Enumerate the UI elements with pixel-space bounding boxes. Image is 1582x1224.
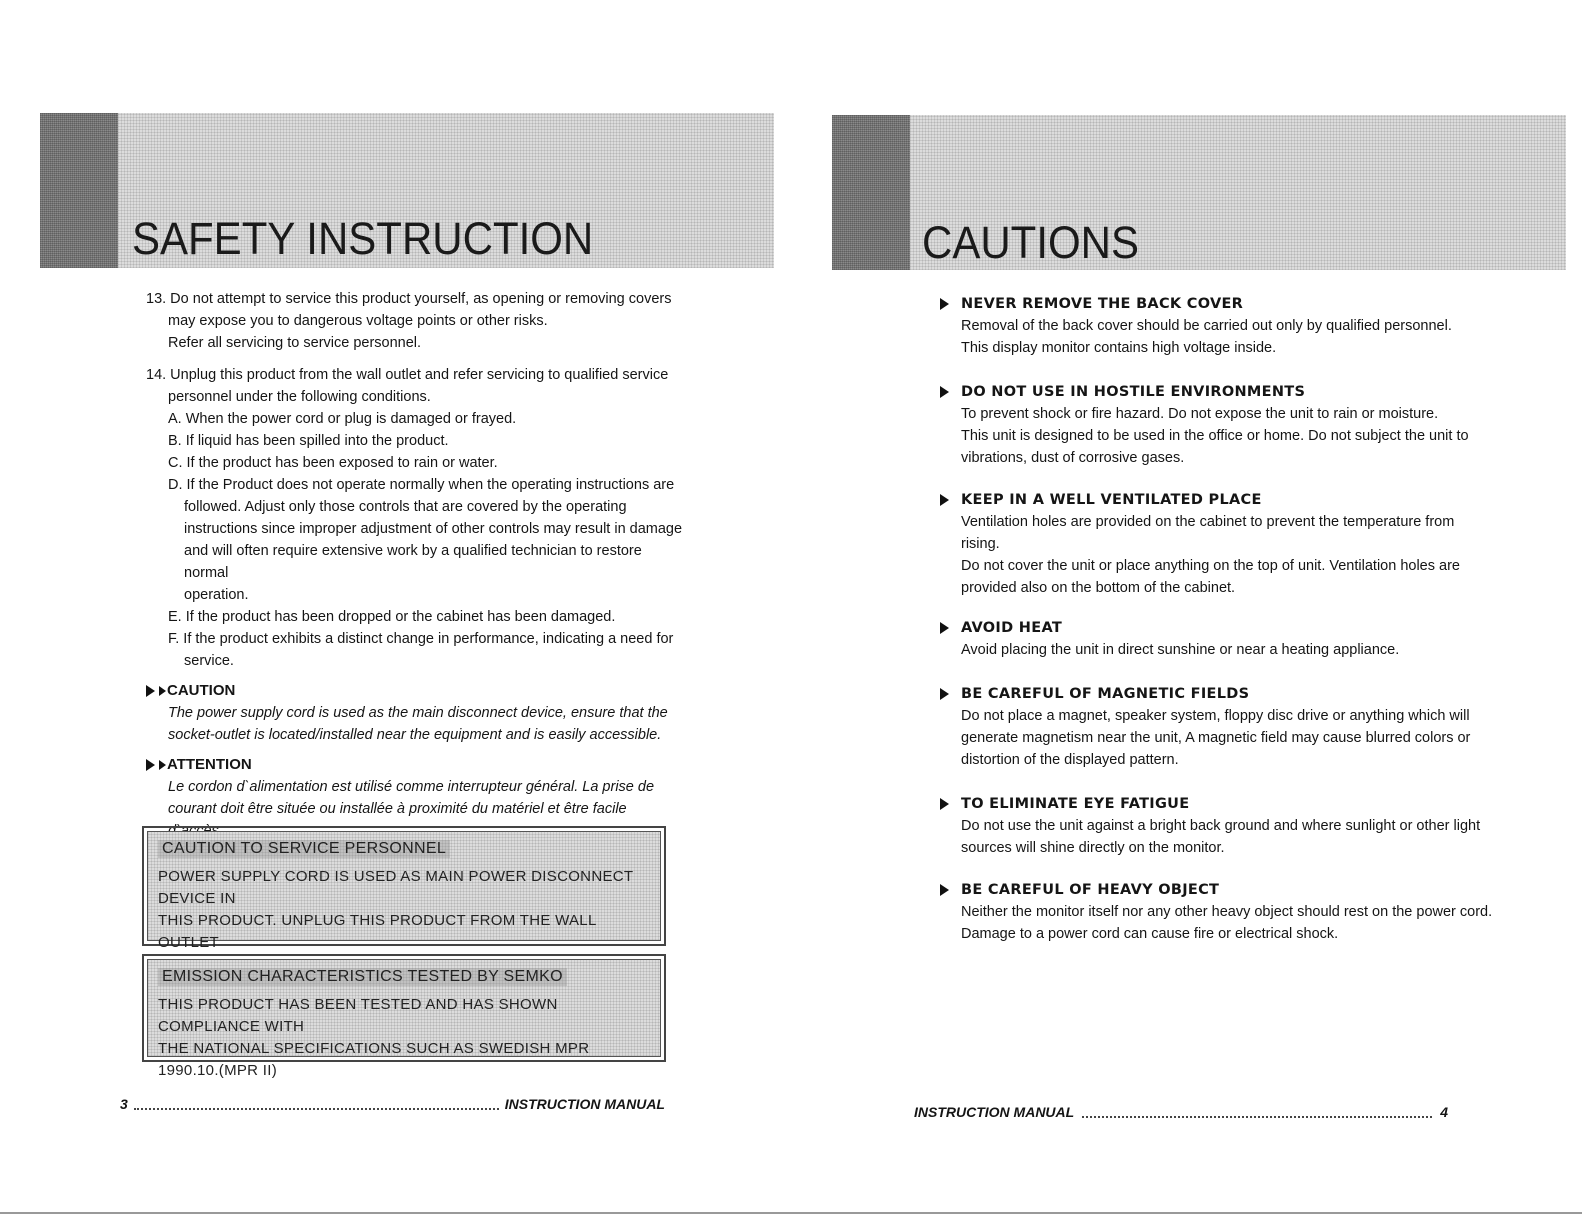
caution-heading-text: BE CAREFUL OF HEAVY OBJECT	[961, 882, 1220, 898]
attention-heading-label: ATTENTION	[167, 756, 252, 773]
attention-line: Le cordon d`alimentation est utilisé comme interrupteur général. La prise de	[168, 779, 655, 795]
emission-box-text	[158, 994, 650, 1082]
caution-body-line: vibrations, dust of corrosive gases.	[961, 450, 1185, 466]
left-footer-label: INSTRUCTION MANUAL	[504, 1096, 665, 1112]
caution-body-line: To prevent shock or fire hazard. Do not expose the unit to rain or moisture.	[961, 406, 1439, 422]
safety-line: A. When the power cord or plug is damaged or frayed.	[168, 411, 517, 427]
emission-box-inner	[147, 959, 661, 1079]
safety-line: may expose you to dangerous voltage points or other risks.	[168, 313, 548, 329]
caution-heading	[146, 680, 686, 702]
arrow-icon	[940, 688, 949, 700]
service-personnel-box	[142, 826, 666, 951]
safety-line: 13. Do not attempt to service this product yourself, as opening or removing covers	[146, 291, 672, 307]
safety-line: service.	[184, 653, 234, 669]
left-page-number: 3	[120, 1096, 128, 1112]
left-banner	[118, 113, 774, 268]
caution-section-heading	[940, 796, 1500, 812]
caution-heading-label: CAUTION	[167, 682, 236, 699]
caution-section-body	[940, 511, 1500, 599]
caution-section	[940, 384, 1500, 469]
arrow-icon	[146, 685, 155, 697]
arrow-icon	[940, 386, 949, 398]
caution-heading-text: BE CAREFUL OF MAGNETIC FIELDS	[961, 686, 1250, 702]
right-page-title: CAUTIONS	[922, 217, 1140, 268]
caution-section	[940, 620, 1500, 661]
caution-body-line: Removal of the back cover should be carried out only by qualified personnel.	[961, 318, 1452, 334]
caution-heading-text: TO ELIMINATE EYE FATIGUE	[961, 796, 1190, 812]
caution-section-body	[940, 705, 1500, 771]
attention-line: courant doit être située ou installée à proximité du matériel et être facile	[168, 801, 627, 817]
caution-body-line: Avoid placing the unit in direct sunshine or near a heating appliance.	[961, 642, 1400, 658]
safety-items	[146, 288, 686, 672]
caution-section-body	[940, 639, 1500, 661]
caution-body-line: Do not place a magnet, speaker system, floppy disc drive or anything which will	[961, 708, 1470, 724]
caution-section	[940, 686, 1500, 771]
arrow-icon	[159, 760, 166, 770]
right-page-number: 4	[1440, 1104, 1448, 1120]
emission-box	[142, 954, 666, 1079]
caution-body-line: Do not use the unit against a bright back ground and where sunlight or other light	[961, 818, 1481, 834]
scan-bottom-edge	[0, 1212, 1582, 1214]
caution-section-heading	[940, 686, 1500, 702]
caution-section	[940, 796, 1500, 859]
caution-section-heading	[940, 384, 1500, 400]
caution-section-body	[940, 815, 1500, 859]
right-footer	[914, 1104, 1448, 1120]
safety-instruction-list	[146, 288, 686, 842]
safety-line: C. If the product has been exposed to rain or water.	[168, 455, 498, 471]
caution-section-body	[940, 901, 1500, 945]
caution-body-line: generate magnetism near the unit, A magnetic field may cause blurred colors or	[961, 730, 1471, 746]
emission-box-line: THE NATIONAL SPECIFICATIONS SUCH AS SWEDISH MPR 1990.10.(MPR II)	[158, 1040, 590, 1079]
safety-line: followed. Adjust only those controls that are covered by the operating	[184, 499, 627, 515]
arrow-icon	[940, 622, 949, 634]
caution-body-line: Do not cover the unit or place anything on the top of unit. Ventilation holes are	[961, 558, 1460, 574]
caution-body-line: rising.	[961, 536, 1000, 552]
arrow-icon	[146, 759, 155, 771]
caution-section	[940, 882, 1500, 945]
caution-section	[940, 492, 1500, 599]
arrow-icon	[940, 298, 949, 310]
safety-line: personnel under the following conditions.	[168, 389, 431, 405]
caution-section-body	[940, 315, 1500, 359]
caution-section-heading	[940, 882, 1500, 898]
footer-leader-dots	[1082, 1106, 1432, 1118]
arrow-icon	[940, 798, 949, 810]
safety-line: instructions since improper adjustment of other controls may result in damage	[184, 521, 683, 537]
safety-line: B. If liquid has been spilled into the product.	[168, 433, 449, 449]
caution-heading-text: AVOID HEAT	[961, 620, 1063, 636]
safety-line: 14. Unplug this product from the wall outlet and refer servicing to qualified service	[146, 367, 669, 383]
safety-line: E. If the product has been dropped or the cabinet has been damaged.	[168, 609, 616, 625]
left-banner-dark-block	[40, 113, 118, 268]
attention-heading	[146, 754, 686, 776]
left-page-title: SAFETY INSTRUCTION	[132, 213, 594, 264]
caution-body-line: Damage to a power cord can cause fire or electrical shock.	[961, 926, 1339, 942]
caution-section-heading	[940, 620, 1500, 636]
safety-line: Refer all servicing to service personnel.	[168, 335, 422, 351]
service-box-line: THIS PRODUCT. UNPLUG THIS PRODUCT FROM THE WALL OUTLET	[158, 912, 597, 951]
safety-line: and will often require extensive work by a qualified technician to restore normal	[184, 543, 642, 581]
caution-body-line: distortion of the displayed pattern.	[961, 752, 1179, 768]
emission-box-title: EMISSION CHARACTERISTICS TESTED BY SEMKO	[158, 968, 650, 986]
caution-body-line: Neither the monitor itself nor any other heavy object should rest on the power cord.	[961, 904, 1493, 920]
caution-heading-text: DO NOT USE IN HOSTILE ENVIRONMENTS	[961, 384, 1306, 400]
left-footer	[120, 1096, 665, 1112]
safety-line: D. If the Product does not operate normally when the operating instructions are	[168, 477, 675, 493]
caution-section-heading	[940, 492, 1500, 508]
safety-line: F. If the product exhibits a distinct change in performance, indicating a need for	[168, 631, 674, 647]
right-banner	[910, 115, 1566, 270]
safety-line: operation.	[184, 587, 249, 603]
arrow-icon	[940, 884, 949, 896]
service-box-title: CAUTION TO SERVICE PERSONNEL	[158, 840, 650, 858]
caution-body-line: This unit is designed to be used in the office or home. Do not subject the unit to	[961, 428, 1469, 444]
caution-text	[146, 702, 686, 746]
service-personnel-box-inner	[147, 831, 661, 951]
caution-line: The power supply cord is used as the main disconnect device, ensure that the	[168, 705, 668, 721]
caution-heading-text: NEVER REMOVE THE BACK COVER	[961, 296, 1244, 312]
caution-body-line: This display monitor contains high voltage inside.	[961, 340, 1277, 356]
right-footer-label: INSTRUCTION MANUAL	[914, 1104, 1075, 1120]
right-banner-dark-block	[832, 115, 910, 270]
emission-box-line: THIS PRODUCT HAS BEEN TESTED AND HAS SHOWN COMPLIANCE WITH	[158, 996, 558, 1035]
arrow-icon	[940, 494, 949, 506]
caution-section	[940, 296, 1500, 359]
caution-body-line: sources will shine directly on the monitor.	[961, 840, 1225, 856]
caution-section-body	[940, 403, 1500, 469]
caution-section-heading	[940, 296, 1500, 312]
footer-leader-dots	[134, 1098, 499, 1110]
arrow-icon	[159, 686, 166, 696]
caution-body-line: Ventilation holes are provided on the cabinet to prevent the temperature from	[961, 514, 1455, 530]
service-box-line: POWER SUPPLY CORD IS USED AS MAIN POWER DISCONNECT DEVICE IN	[158, 868, 634, 907]
caution-heading-text: KEEP IN A WELL VENTILATED PLACE	[961, 492, 1262, 508]
caution-line: socket-outlet is located/installed near the equipment and is easily accessible.	[168, 727, 662, 743]
caution-body-line: provided also on the bottom of the cabinet.	[961, 580, 1236, 596]
